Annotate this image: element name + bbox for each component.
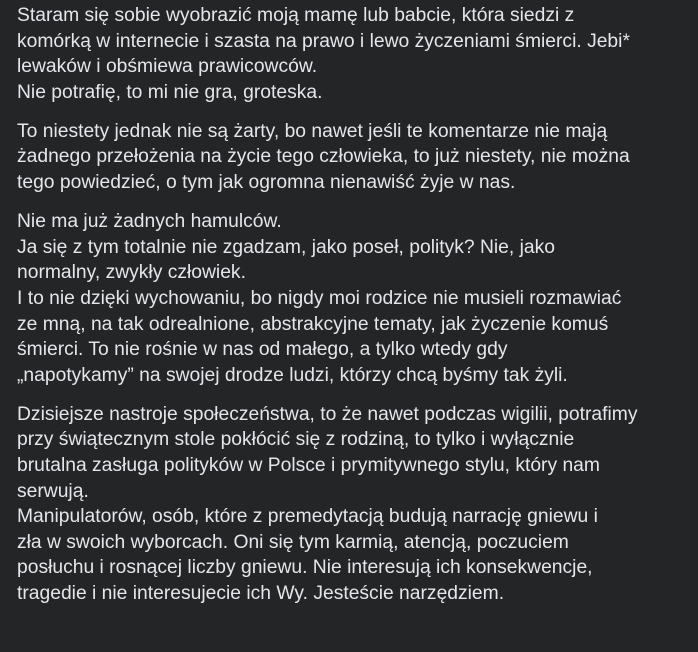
text-line: I to nie dzięki wychowaniu, bo nigdy moi rodzice nie musieli rozmawiać [17,287,622,309]
text-line: Dzisiejsze nastroje społeczeństwa, to że nawet podczas wigilii, potrafimy [17,403,638,425]
text-line: przy świątecznym stole pokłócić się z rodziną, to tylko i wyłącznie [17,429,575,451]
text-line: tego powiedzieć, o tym jak ogromna nienawiść żyje w nas. [17,172,516,194]
paragraph-2 [17,119,689,196]
text-line: ze mną, na tak odrealnione, abstrakcyjne tematy, jak życzenie komuś [17,313,609,335]
text-line: Ja się z tym totalnie nie zgadzam, jako poseł, polityk? Nie, jako [17,236,555,258]
text-line: Nie potrafię, to mi nie gra, groteska. [17,81,323,103]
text-line: lewaków i obśmiewa prawicowców. [17,56,318,78]
paragraph-1 [17,3,689,105]
text-line: brutalna zasługa polityków w Polsce i prymitywnego stylu, który nam [17,455,600,476]
text-line: Staram się sobie wyobrazić moją mamę lub babcie, która siedzi z [17,5,575,26]
paragraph-4 [17,402,689,607]
text-line: zła w swoich wyborcach. Oni się tym karmią, atencją, poczuciem [17,531,569,553]
text-line: komórką w internecie i szasta na prawo i lewo życzeniami śmierci. Jebi* [17,30,630,52]
text-line: normalny, zwykły człowiek. [17,262,246,284]
text-line: żadnego przełożenia na życie tego człowieka, to już niestety, nie można [17,146,630,168]
post-text [17,3,689,620]
text-line: To niestety jednak nie są żarty, bo nawet jeśli te komentarze nie mają [17,120,608,142]
text-line: posłuchu i rosnącej liczby gniewu. Nie interesują ich konsekwencje, [17,557,593,579]
text-line: śmierci. To nie rośnie w nas od małego, a tylko wtedy gdy [17,339,508,361]
text-line: „napotykamy” na swojej drodze ludzi, którzy chcą byśmy tak żyli. [17,364,568,386]
text-line: tragedie i nie interesujecie ich Wy. Jesteście narzędziem. [17,582,505,604]
text-line: serwują. [17,480,89,502]
text-line: Nie ma już żadnych hamulców. [17,211,282,233]
text-line: Manipulatorów, osób, które z premedytacją budują narrację gniewu i [17,506,598,528]
paragraph-3 [17,209,689,388]
